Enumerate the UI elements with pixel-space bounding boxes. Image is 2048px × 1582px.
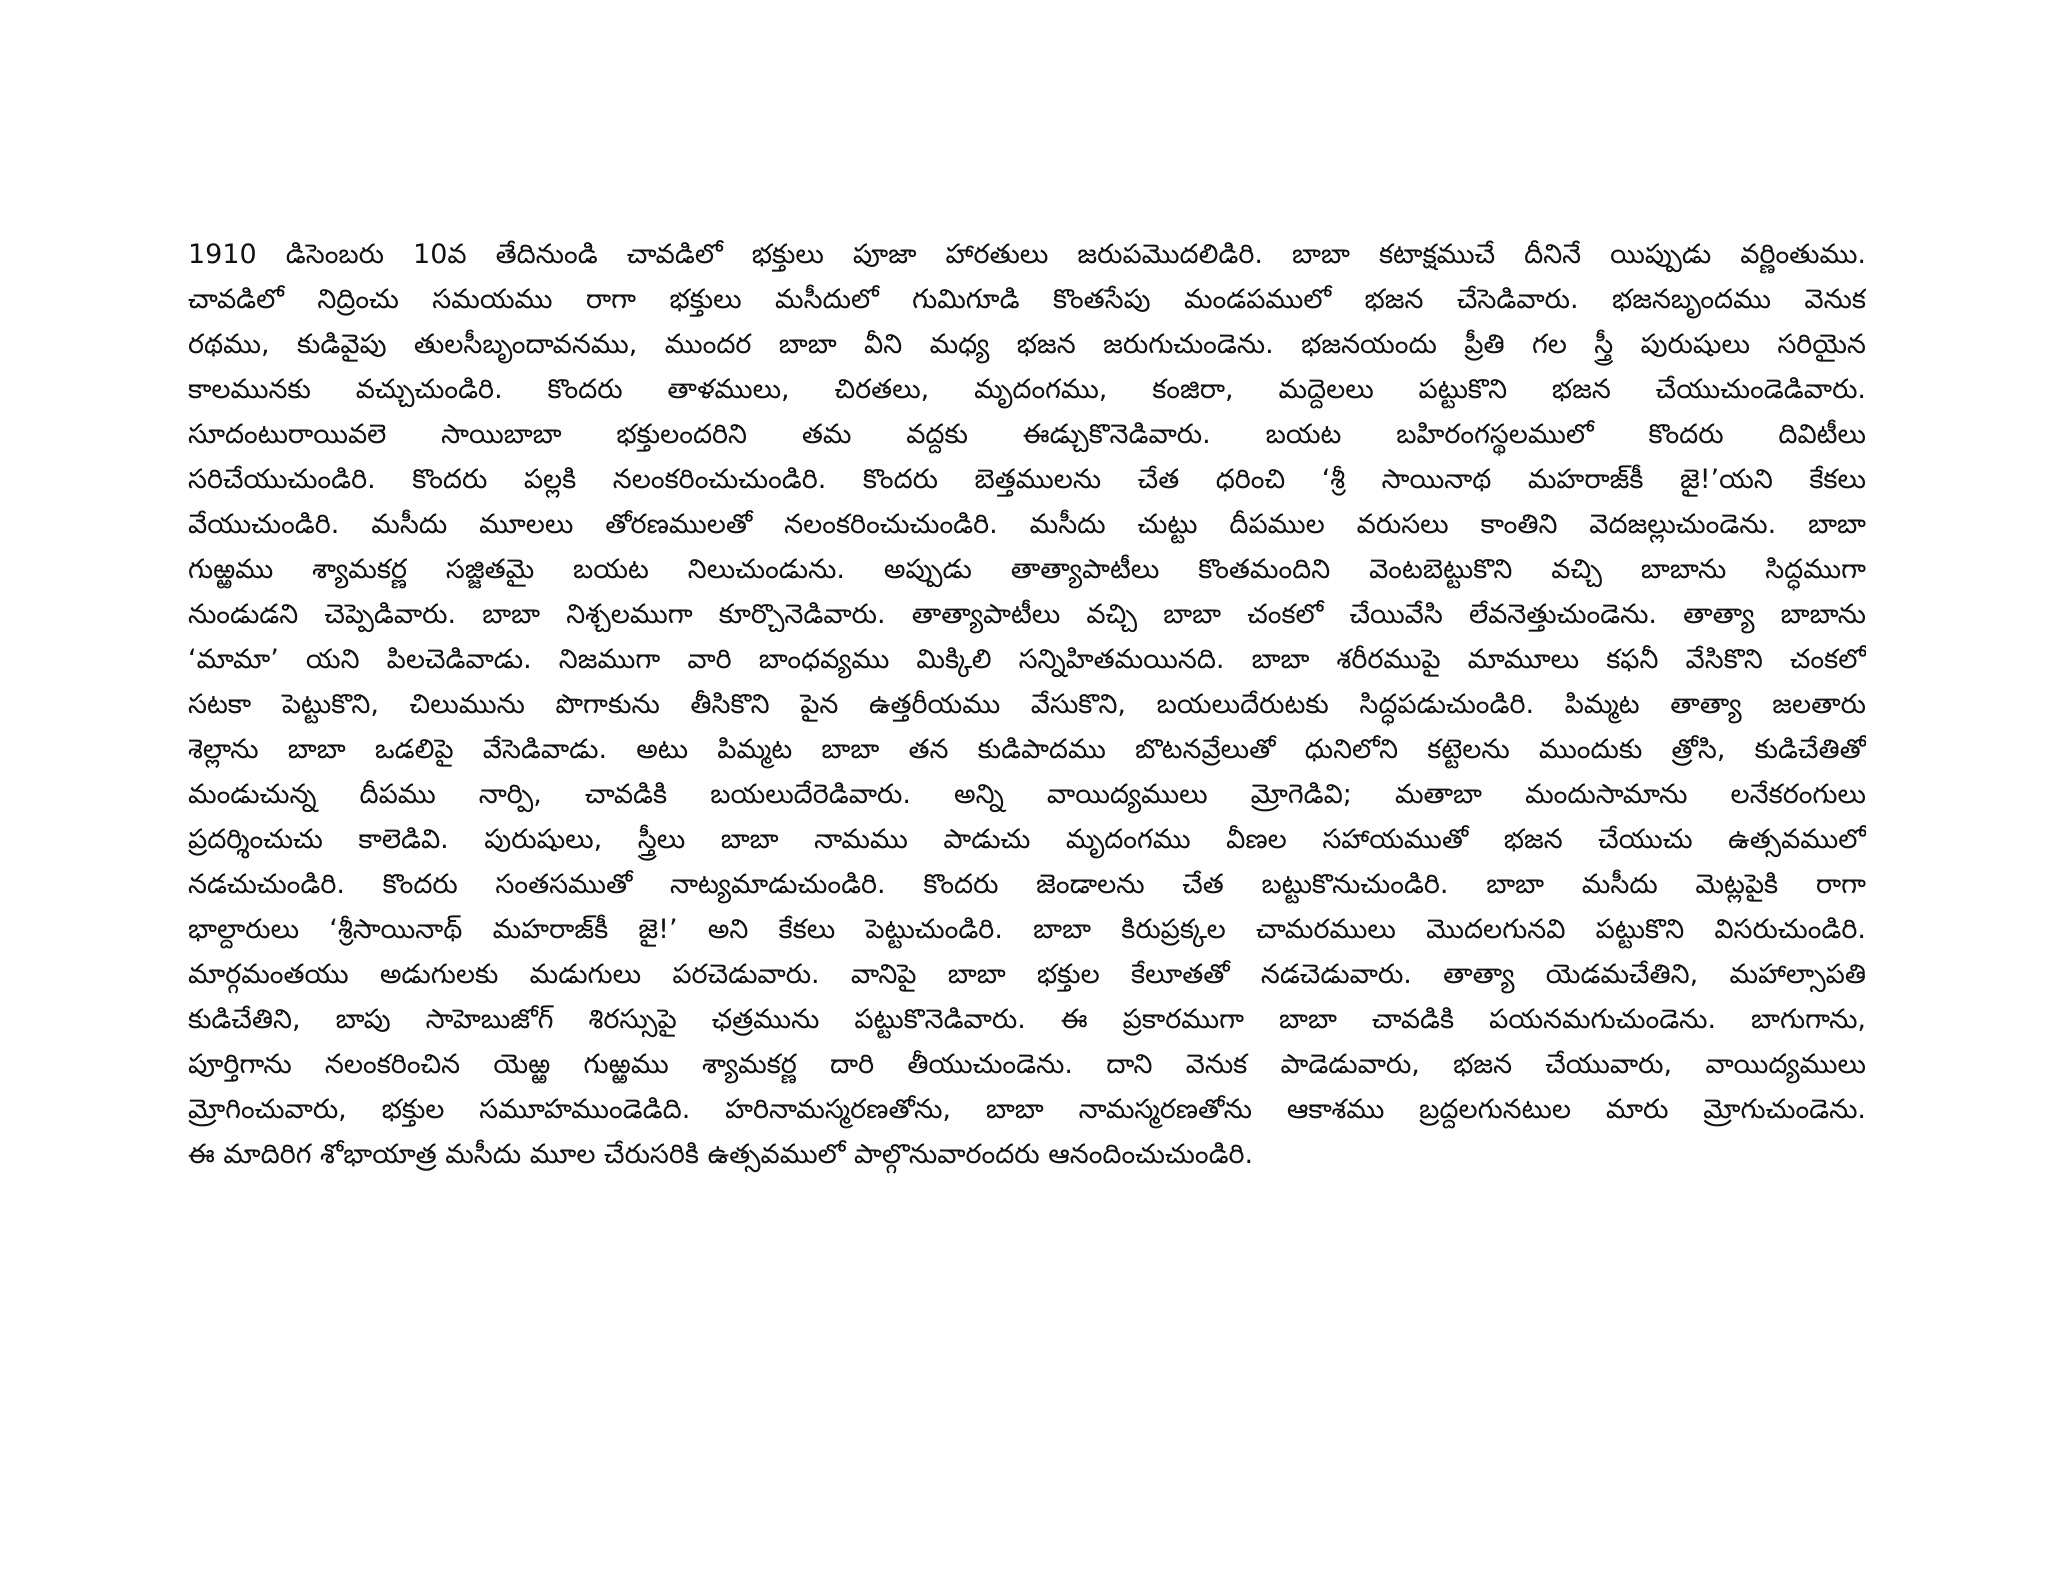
text-line-9: నుండుడని చెప్పెడివారు. బాబా నిశ్చలముగా కూర్చొనెడివారు. తాత్యాపాటీలు వచ్చి బాబా చంకలో చేయివేసి లేవనెత్తుచుండెను. తాత్యా బాబాను [188,599,1866,630]
text-line-17: మార్గమంతయు అడుగులకు మడుగులు పరచెడువారు. వానిపై బాబా భక్తుల కేలూతతో నడచెడువారు. తాత్యా యెడమచేతిని, మహాల్సాపతి [188,959,1866,990]
text-line-8: గుఱ్ఱము శ్యామకర్ణ సజ్జితమై బయట నిలుచుండును. అప్పుడు తాత్యాపాటీలు కొంతమందిని వెంటబెట్టుకొని వచ్చి బాబాను సిద్ధముగా [188,554,1866,585]
text-line-6: సరిచేయుచుండిరి. కొందరు పల్లకి నలంకరించుచుండిరి. కొందరు బెత్తములను చేత ధరించి ‘శ్రీ సాయినాథ మహరాజ్‌కీ జై!’యని కేకలు [188,464,1866,495]
text-line-5: సూదంటురాయివలె సాయిబాబా భక్తులందరిని తమ వద్దకు ఈడ్చుకొనెడివారు. బయట బహిరంగస్థలములో కొందరు దివిటీలు [188,419,1866,450]
paragraph [188,232,1866,1177]
text-line-21: ఈ మాదిరిగ శోభాయాత్ర మసీదు మూల చేరుసరికి ఉత్సవములో పాల్గొనువారందరు ఆనందించుచుండిరి. [188,1139,1254,1170]
text-line-20: మ్రోగించువారు, భక్తుల సమూహముండెడిది. హరినామస్మరణతోను, బాబా నామస్మరణతోను ఆకాశము బ్రద్దలగునటుల మారు మ్రోగుచుండెను. [188,1094,1866,1125]
text-line-15: నడచుచుండిరి. కొందరు సంతసముతో నాట్యమాడుచుండిరి. కొందరు జెండాలను చేత బట్టుకొనుచుండిరి. బాబా మసీదు మెట్లపైకి రాగా [188,869,1866,900]
text-line-19: పూర్తిగాను నలంకరించిన యెఱ్ఱ గుఱ్ఱము శ్యామకర్ణ దారి తీయుచుండెను. దాని వెనుక పాడెడువారు, భజన చేయువారు, వాయిద్యములు [188,1049,1866,1080]
text-line-4: కాలమునకు వచ్చుచుండిరి. కొందరు తాళములు, చిరతలు, మృదంగము, కంజిరా, మద్దెలలు పట్టుకొని భజన చేయుచుండెడివారు. [188,374,1866,405]
text-line-14: ప్రదర్శించుచు కాలెడివి. పురుషులు, స్త్రీలు బాబా నామము పాడుచు మృదంగము వీణల సహాయముతో భజన చేయుచు ఉత్సవములో [188,824,1866,855]
text-line-11: సటకా పెట్టుకొని, చిలుమును పొగాకును తీసికొని పైన ఉత్తరీయము వేసుకొని, బయలుదేరుటకు సిద్ధపడుచుండిరి. పిమ్మట తాత్యా జలతారు [188,689,1866,720]
text-line-18: కుడిచేతిని, బాపు సాహెబుజోగ్ శిరస్సుపై ఛత్రమును పట్టుకొనెడివారు. ఈ ప్రకారముగా బాబా చావడికి పయనమగుచుండెను. బాగుగాను, [188,1004,1866,1035]
text-line-12: శెల్లాను బాబా ఒడలిపై వేసెడివాడు. అటు పిమ్మట బాబా తన కుడిపాదము బొటనవ్రేలుతో ధునిలోని కట్టెలను ముందుకు త్రోసి, కుడిచేతితో [188,734,1866,765]
text-line-2: చావడిలో నిద్రించు సమయము రాగా భక్తులు మసీదులో గుమిగూడి కొంతసేపు మండపములో భజన చేసెడివారు. భజనబృందము వెనుక [188,284,1866,315]
text-line-7: వేయుచుండిరి. మసీదు మూలలు తోరణములతో నలంకరించుచుండిరి. మసీదు చుట్టు దీపముల వరుసలు కాంతిని వెదజల్లుచుండెను. బాబా [188,509,1866,540]
text-line-10: ‘మామా’ యని పిలచెడివాడు. నిజముగా వారి బాంధవ్యము మిక్కిలి సన్నిహితమయినది. బాబా శరీరముపై మామూలు కఫనీ వేసికొని చంకలో [188,644,1866,675]
text-line-3: రథము, కుడివైపు తులసీబృందావనము, ముందర బాబా వీని మధ్య భజన జరుగుచుండెను. భజనయందు ప్రీతి గల స్త్రీ పురుషులు సరియైన [188,329,1866,360]
text-line-1: 1910 డిసెంబరు 10వ తేదినుండి చావడిలో భక్తులు పూజా హారతులు జరుపమొదలిడిరి. బాబా కటాక్షముచే దీనినే యిప్పుడు వర్ణింతుము. [188,239,1866,270]
text-line-16: భాల్దారులు ‘శ్రీసాయినాథ్ మహరాజ్‌కీ జై!’ అని కేకలు పెట్టుచుండిరి. బాబా కిరుప్రక్కల చామరములు మొదలగునవి పట్టుకొని విసరుచుండిరి. [188,914,1866,945]
text-line-13: మండుచున్న దీపము నార్పి, చావడికి బయలుదేరెడివారు. అన్ని వాయిద్యములు మ్రోగెడివి; మతాబా మందుసామాను లనేకరంగులు [188,779,1866,810]
